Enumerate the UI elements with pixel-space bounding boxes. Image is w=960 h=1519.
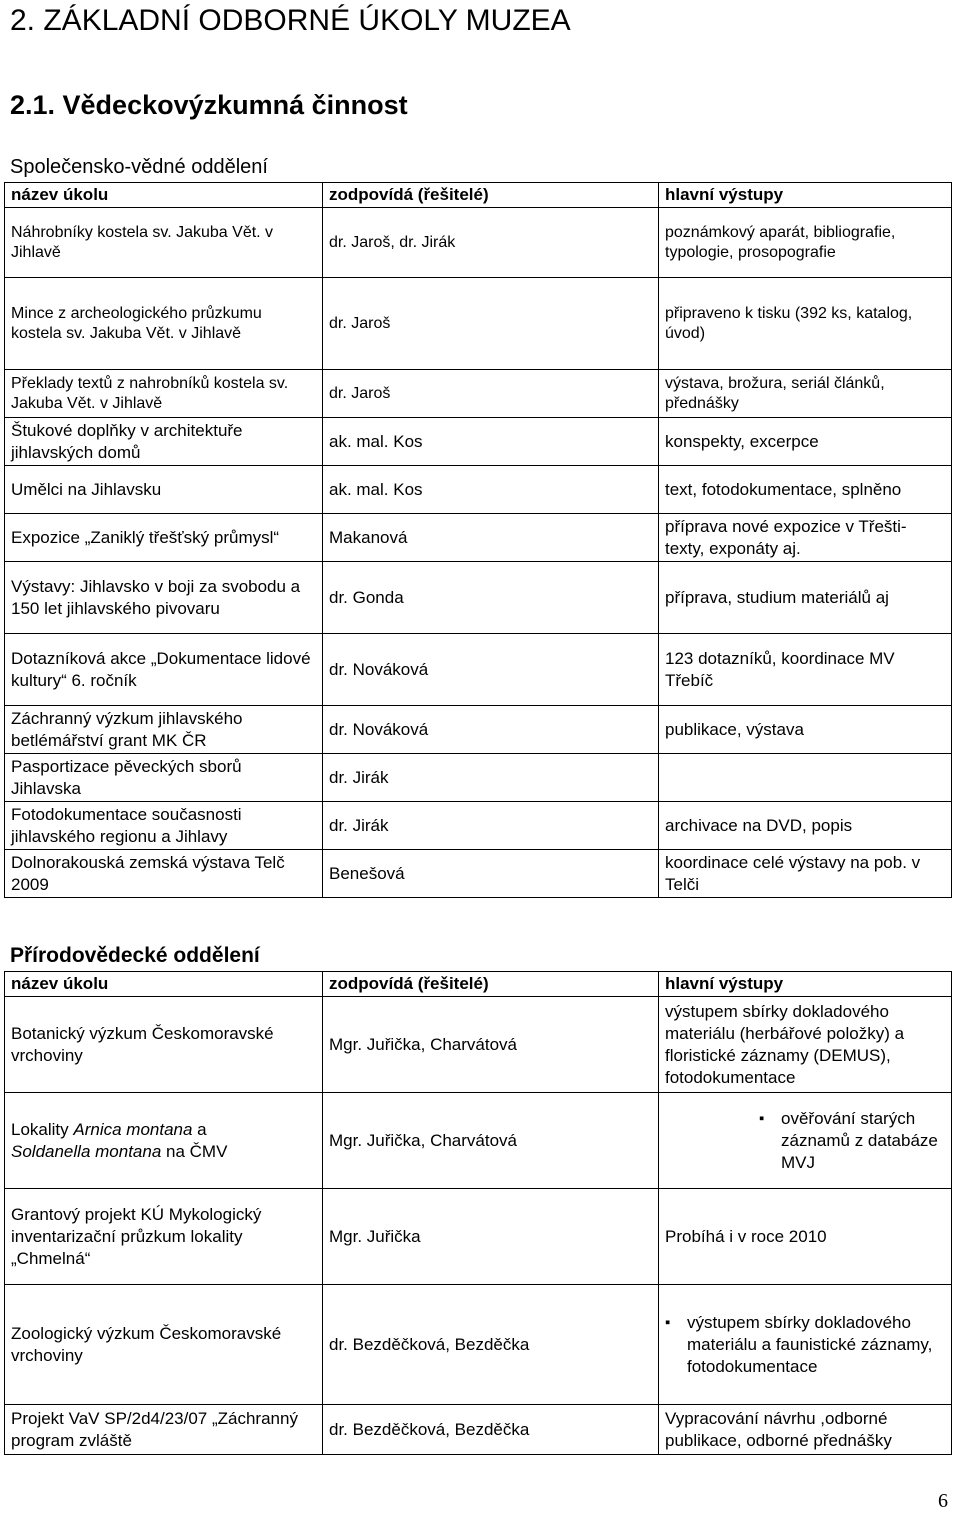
output-cell: Vypracování návrhu ,odborné publikace, odborné přednášky — [659, 1405, 952, 1455]
table-row — [5, 1285, 952, 1405]
table-header-row — [5, 183, 952, 208]
table-row — [5, 1189, 952, 1285]
task-cell: Záchranný výzkum jihlavského betlémářství grant MK ČR — [5, 706, 323, 754]
who-cell: Mgr. Juřička, Charvátová — [323, 997, 659, 1093]
who-cell: dr. Bezděčková, Bezděčka — [323, 1405, 659, 1455]
task-cell: Umělci na Jihlavsku — [5, 466, 323, 514]
who-cell: dr. Jirák — [323, 802, 659, 850]
output-cell: publikace, výstava — [659, 706, 952, 754]
species-name: Arnica montana — [73, 1119, 193, 1139]
chapter-heading: 2. ZÁKLADNÍ ODBORNÉ ÚKOLY MUZEA — [10, 4, 571, 37]
task-cell: Dotazníková akce „Dokumentace lidové kultury“ 6. ročník — [5, 634, 323, 706]
output-cell: příprava nové expozice v Třešti- texty, exponáty aj. — [659, 514, 952, 562]
output-cell: výstupem sbírky dokladového materiálu (herbářové položky) a floristické záznamy (DEMUS), fotodokumentace — [659, 997, 952, 1093]
who-cell: dr. Jaroš — [323, 370, 659, 418]
task-cell — [5, 1093, 323, 1189]
who-cell: Benešová — [323, 850, 659, 898]
table-row — [5, 278, 952, 370]
who-cell: ak. mal. Kos — [323, 418, 659, 466]
col-header-who: zodpovídá (řešitelé) — [323, 183, 659, 208]
who-cell: dr. Nováková — [323, 634, 659, 706]
output-list — [665, 1312, 945, 1378]
page-number: 6 — [938, 1490, 948, 1512]
table-row — [5, 466, 952, 514]
task-cell: Expozice „Zaniklý třešťský průmysl“ — [5, 514, 323, 562]
output-cell: poznámkový aparát, bibliografie, typologie, prosopografie — [659, 208, 952, 278]
table-row — [5, 997, 952, 1093]
task-cell: Projekt VaV SP/2d4/23/07 „Záchranný program zvláště — [5, 1405, 323, 1455]
task-cell: Mince z archeologického průzkumu kostela sv. Jakuba Vět. v Jihlavě — [5, 278, 323, 370]
table-row — [5, 1093, 952, 1189]
who-cell: dr. Nováková — [323, 706, 659, 754]
task-cell: Pasportizace pěveckých sborů Jihlavska — [5, 754, 323, 802]
task-cell: Výstavy: Jihlavsko v boji za svobodu a 150 let jihlavského pivovaru — [5, 562, 323, 634]
table-row — [5, 802, 952, 850]
col-header-task: název úkolu — [5, 183, 323, 208]
who-cell: dr. Bezděčková, Bezděčka — [323, 1285, 659, 1405]
who-cell: ak. mal. Kos — [323, 466, 659, 514]
output-cell — [659, 754, 952, 802]
output-cell: koordinace celé výstavy na pob. v Telči — [659, 850, 952, 898]
col-header-task: název úkolu — [5, 972, 323, 997]
output-cell: konspekty, excerpce — [659, 418, 952, 466]
social-table — [4, 182, 952, 898]
task-cell: Grantový projekt KÚ Mykologický inventarizační průzkum lokality „Chmelná“ — [5, 1189, 323, 1285]
output-cell: text, fotodokumentace, splněno — [659, 466, 952, 514]
who-cell: dr. Gonda — [323, 562, 659, 634]
who-cell: Mgr. Juřička, Charvátová — [323, 1093, 659, 1189]
species-name: Soldanella montana — [11, 1141, 162, 1161]
task-text: Lokality — [11, 1119, 74, 1139]
output-cell: Probíhá i v roce 2010 — [659, 1189, 952, 1285]
who-cell: dr. Jaroš — [323, 278, 659, 370]
table-row — [5, 370, 952, 418]
table-row — [5, 634, 952, 706]
task-cell: Překlady textů z nahrobníků kostela sv. Jakuba Vět. v Jihlavě — [5, 370, 323, 418]
who-cell: dr. Jaroš, dr. Jirák — [323, 208, 659, 278]
task-text: na ČMV — [161, 1141, 228, 1161]
output-cell: archivace na DVD, popis — [659, 802, 952, 850]
table-header-row — [5, 972, 952, 997]
task-cell: Fotodokumentace současnosti jihlavského regionu a Jihlavy — [5, 802, 323, 850]
output-cell: příprava, studium materiálů aj — [659, 562, 952, 634]
output-cell: připraveno k tisku (392 ks, katalog, úvod) — [659, 278, 952, 370]
natural-table — [4, 971, 952, 1455]
table-row — [5, 514, 952, 562]
section-heading: 2.1. Vědeckovýzkumná činnost — [10, 90, 408, 120]
output-cell: výstava, brožura, seriál článků, přednášky — [659, 370, 952, 418]
task-cell: Štukové doplňky v architektuře jihlavských domů — [5, 418, 323, 466]
task-text: a — [192, 1119, 207, 1139]
table-row — [5, 1405, 952, 1455]
who-cell: Mgr. Juřička — [323, 1189, 659, 1285]
table-row — [5, 418, 952, 466]
table-row — [5, 208, 952, 278]
task-cell: Zoologický výzkum Českomoravské vrchoviny — [5, 1285, 323, 1405]
col-header-who: zodpovídá (řešitelé) — [323, 972, 659, 997]
who-cell: Makanová — [323, 514, 659, 562]
social-dept-title: Společensko-vědné oddělení — [10, 156, 268, 178]
output-cell: 123 dotazníků, koordinace MV Třebíč — [659, 634, 952, 706]
natural-dept-title: Přírodovědecké oddělení — [10, 944, 260, 967]
bullet-item: ▪ výstupem sbírky dokladového materiálu a faunistické záznamy, fotodokumentace — [665, 1312, 945, 1378]
bullet-item: ▪ ověřování starých záznamů z databáze MVJ — [759, 1108, 945, 1174]
col-header-output: hlavní výstupy — [659, 183, 952, 208]
table-row — [5, 562, 952, 634]
table-row — [5, 850, 952, 898]
table-row — [5, 754, 952, 802]
col-header-output: hlavní výstupy — [659, 972, 952, 997]
output-cell — [659, 1285, 952, 1405]
output-list — [759, 1108, 945, 1174]
who-cell: dr. Jirák — [323, 754, 659, 802]
task-cell: Botanický výzkum Českomoravské vrchoviny — [5, 997, 323, 1093]
task-cell: Náhrobníky kostela sv. Jakuba Vět. v Jihlavě — [5, 208, 323, 278]
table-row — [5, 706, 952, 754]
task-cell: Dolnorakouská zemská výstava Telč 2009 — [5, 850, 323, 898]
output-cell — [659, 1093, 952, 1189]
